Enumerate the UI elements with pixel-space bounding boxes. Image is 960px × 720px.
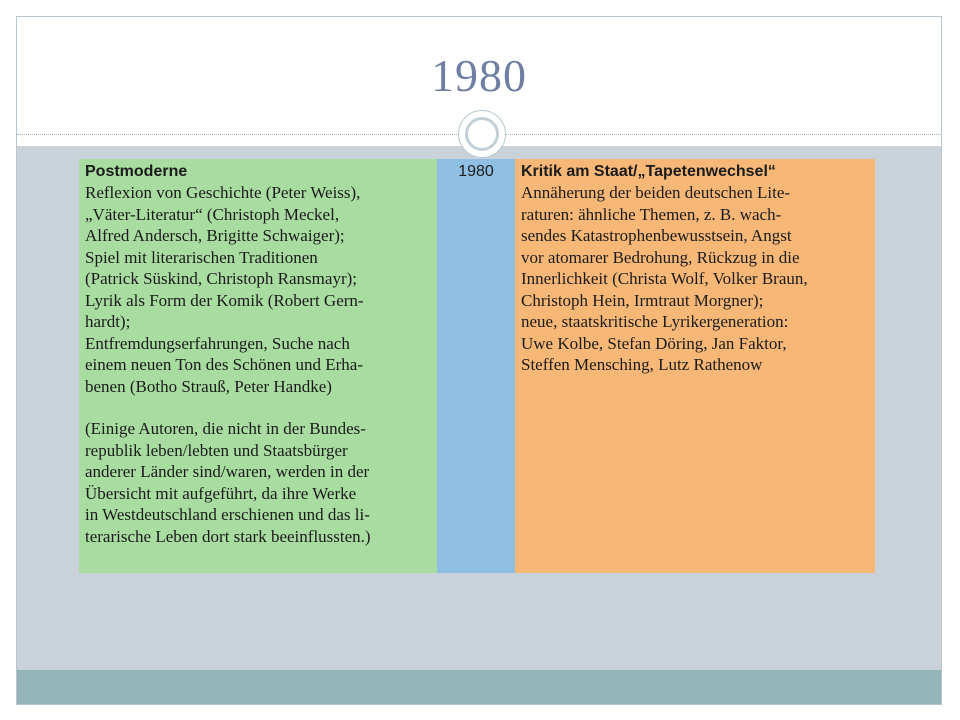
footer-band <box>17 670 941 704</box>
text-line: einem neuen Ton des Schönen und Erha- <box>85 355 363 374</box>
text-line: Steffen Mensching, Lutz Rathenow <box>521 355 763 374</box>
column-postmoderne <box>79 159 437 573</box>
text-line: Spiel mit literarischen Traditionen <box>85 247 318 267</box>
text-line: Alfred Andersch, Brigitte Schwaiger); <box>85 226 345 245</box>
text-line: raturen: ähnliche Themen, z. B. wach- <box>521 204 782 224</box>
column-year <box>437 159 515 573</box>
slide-title: 1980 <box>431 50 527 101</box>
year-label: 1980 <box>458 163 494 180</box>
note-line: terarische Leben dort stark beeinflussten.) <box>85 526 371 546</box>
column-kritik-am-staat <box>515 159 875 573</box>
text-line: neue, staatskritische Lyrikergeneration: <box>521 312 789 331</box>
text-line: hardt); <box>85 312 131 331</box>
literature-table-image <box>79 159 875 573</box>
text-line: Innerlichkeit (Christa Wolf, Volker Braun, <box>521 269 808 288</box>
text-line: (Patrick Süskind, Christoph Ransmayr); <box>85 269 357 288</box>
text-line: Uwe Kolbe, Stefan Döring, Jan Faktor, <box>521 333 787 353</box>
text-line: Christoph Hein, Irmtraut Morgner); <box>521 290 764 310</box>
text-line: Entfremdungserfahrungen, Suche nach <box>85 333 350 353</box>
paragraph-gap <box>85 397 431 418</box>
text-line: Reflexion von Geschichte (Peter Weiss), <box>85 183 361 202</box>
text-line: sendes Katastrophenbewusstsein, Angst <box>521 226 792 245</box>
text-line: Annäherung der beiden deutschen Lite- <box>521 183 791 202</box>
heading-kritik-am-staat: Kritik am Staat/„Tapetenwechsel“ <box>521 163 776 180</box>
heading-postmoderne: Postmoderne <box>85 163 188 180</box>
note-line: republik leben/lebten und Staatsbürger <box>85 440 348 460</box>
note-line: in Westdeutschland erschienen und das li- <box>85 505 370 524</box>
note-line: (Einige Autoren, die nicht in der Bundes- <box>85 419 366 438</box>
slide <box>16 16 942 705</box>
text-line: „Väter-Literatur“ (Christoph Meckel, <box>85 204 340 224</box>
text-line: Lyrik als Form der Komik (Robert Gern- <box>85 290 364 310</box>
text-line: vor atomarer Bedrohung, Rückzug in die <box>521 247 800 267</box>
note-line: Übersicht mit aufgeführt, da ihre Werke <box>85 483 357 503</box>
ring-ornament-icon <box>458 110 506 158</box>
note-line: anderer Länder sind/waren, werden in der <box>85 462 370 481</box>
text-line: benen (Botho Strauß, Peter Handke) <box>85 376 332 396</box>
